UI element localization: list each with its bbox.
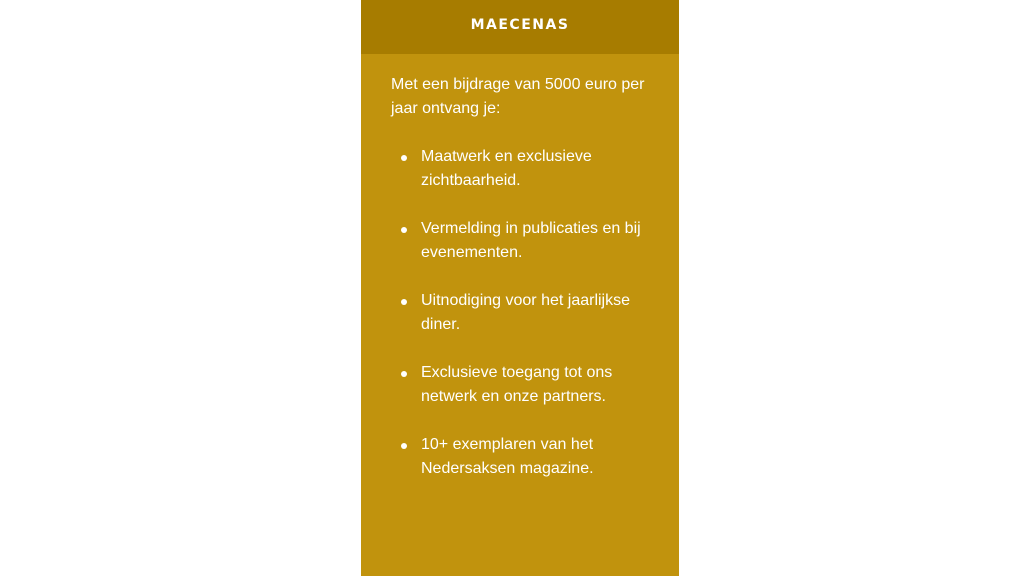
bullet-icon [401, 227, 407, 233]
card-header [361, 0, 679, 54]
tier-title: MAECENAS [470, 16, 570, 33]
benefit-text: Exclusieve toegang tot ons netwerk en onze partners. [421, 364, 613, 405]
bullet-icon [401, 443, 407, 449]
sponsor-tier-card [361, 0, 679, 576]
tier-intro-text: Met een bijdrage van 5000 euro per jaar ontvang je: [391, 76, 645, 117]
benefits-list [391, 145, 655, 481]
benefit-text: Uitnodiging voor het jaarlijkse diner. [421, 292, 630, 333]
benefit-text: Vermelding in publicaties en bij evenementen. [421, 220, 641, 261]
benefit-text: Maatwerk en exclusieve zichtbaarheid. [421, 148, 592, 189]
bullet-icon [401, 371, 407, 377]
benefit-item [391, 289, 655, 337]
card-body [361, 54, 679, 481]
benefit-item [391, 361, 655, 409]
benefit-item [391, 433, 655, 481]
benefit-item [391, 217, 655, 265]
benefit-text: 10+ exemplaren van het Nedersaksen magazine. [421, 436, 594, 477]
bullet-icon [401, 155, 407, 161]
benefit-item [391, 145, 655, 193]
bullet-icon [401, 299, 407, 305]
